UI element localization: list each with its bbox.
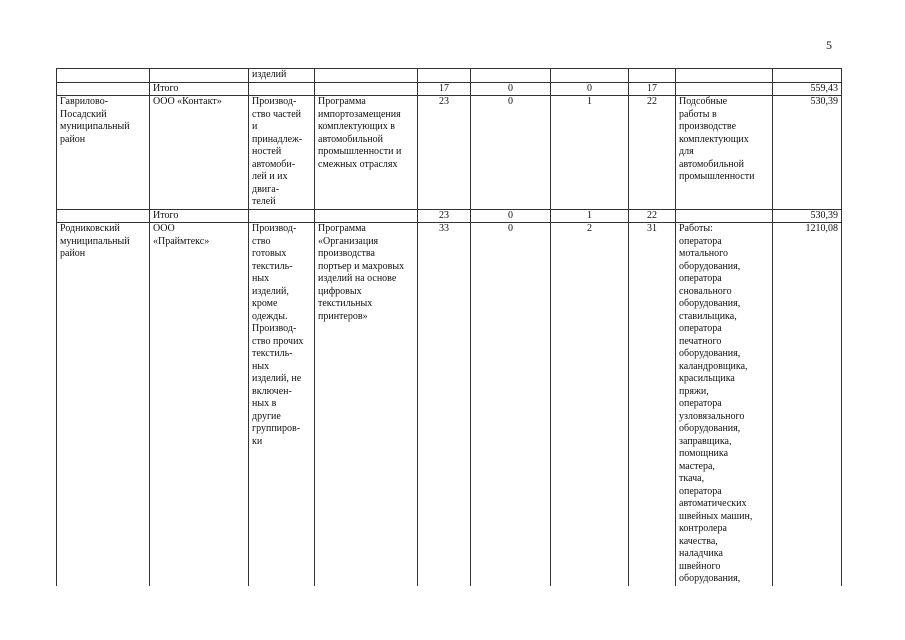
amount-cell xyxy=(773,69,842,83)
amount-cell: 530,39 xyxy=(773,209,842,223)
table-row xyxy=(57,82,842,96)
count-cell: 17 xyxy=(629,82,676,96)
program-cell xyxy=(315,69,418,83)
count-cell: 0 xyxy=(471,223,551,586)
count-cell: 0 xyxy=(551,82,629,96)
count-cell: 17 xyxy=(418,82,471,96)
page-number: 5 xyxy=(826,38,832,52)
table-row xyxy=(57,96,842,210)
amount-cell: 530,39 xyxy=(773,96,842,210)
count-cell: 1 xyxy=(551,96,629,210)
count-cell: 23 xyxy=(418,96,471,210)
table-row xyxy=(57,223,842,586)
org-cell: ООО «Контакт» xyxy=(150,96,249,210)
program-cell: Программа «Организация производства портьер и махровых изделий на основе цифровых текстильных принтеров» xyxy=(315,223,418,586)
program-cell: Программа импортозамещения комплектующих в автомобильной промышленности и смежных отраслях xyxy=(315,96,418,210)
count-cell: 0 xyxy=(471,209,551,223)
count-cell xyxy=(471,69,551,83)
jobs-cell: Подсобные работы в производстве комплектующих для автомобильной промышленности xyxy=(676,96,773,210)
org-cell: Итого xyxy=(150,82,249,96)
amount-cell: 1210,08 xyxy=(773,223,842,586)
jobs-cell xyxy=(676,69,773,83)
count-cell: 31 xyxy=(629,223,676,586)
jobs-cell xyxy=(676,209,773,223)
program-cell xyxy=(315,82,418,96)
activity-cell xyxy=(249,82,315,96)
count-cell xyxy=(418,69,471,83)
program-cell xyxy=(315,209,418,223)
count-cell: 2 xyxy=(551,223,629,586)
org-cell xyxy=(150,69,249,83)
count-cell: 22 xyxy=(629,209,676,223)
activity-cell: Производ- ство частей и принадлеж- ностей автомоби- лей и их двига- телей xyxy=(249,96,315,210)
district-cell: Гаврилово- Посадский муниципальный район xyxy=(57,96,150,210)
district-cell xyxy=(57,209,150,223)
count-cell xyxy=(629,69,676,83)
amount-cell: 559,43 xyxy=(773,82,842,96)
district-cell: Родниковский муниципальный район xyxy=(57,223,150,586)
count-cell: 0 xyxy=(471,96,551,210)
count-cell: 1 xyxy=(551,209,629,223)
count-cell: 0 xyxy=(471,82,551,96)
activity-cell xyxy=(249,209,315,223)
org-cell: ООО «Праймтекс» xyxy=(150,223,249,586)
activity-cell: Производ- ство готовых текстиль- ных изделий, кроме одежды. Производ- ство прочих текстиль- ных изделий, не включен- ных в другие группиров- ки xyxy=(249,223,315,586)
count-cell: 33 xyxy=(418,223,471,586)
table-row xyxy=(57,69,842,83)
table-row xyxy=(57,209,842,223)
count-cell: 23 xyxy=(418,209,471,223)
funding-table xyxy=(56,68,842,586)
count-cell: 22 xyxy=(629,96,676,210)
jobs-cell: Работы: оператора мотального оборудования, оператора сновального оборудования, ставильщика, оператора печатного оборудования, каландровщика, красильщика пряжи, оператора узловязального оборудования, заправщика, помощника мастера, ткача, оператора автоматических швейных машин, контролера качества, наладчика швейного оборудования, xyxy=(676,223,773,586)
org-cell: Итого xyxy=(150,209,249,223)
district-cell xyxy=(57,82,150,96)
count-cell xyxy=(551,69,629,83)
activity-cell: изделий xyxy=(249,69,315,83)
jobs-cell xyxy=(676,82,773,96)
district-cell xyxy=(57,69,150,83)
